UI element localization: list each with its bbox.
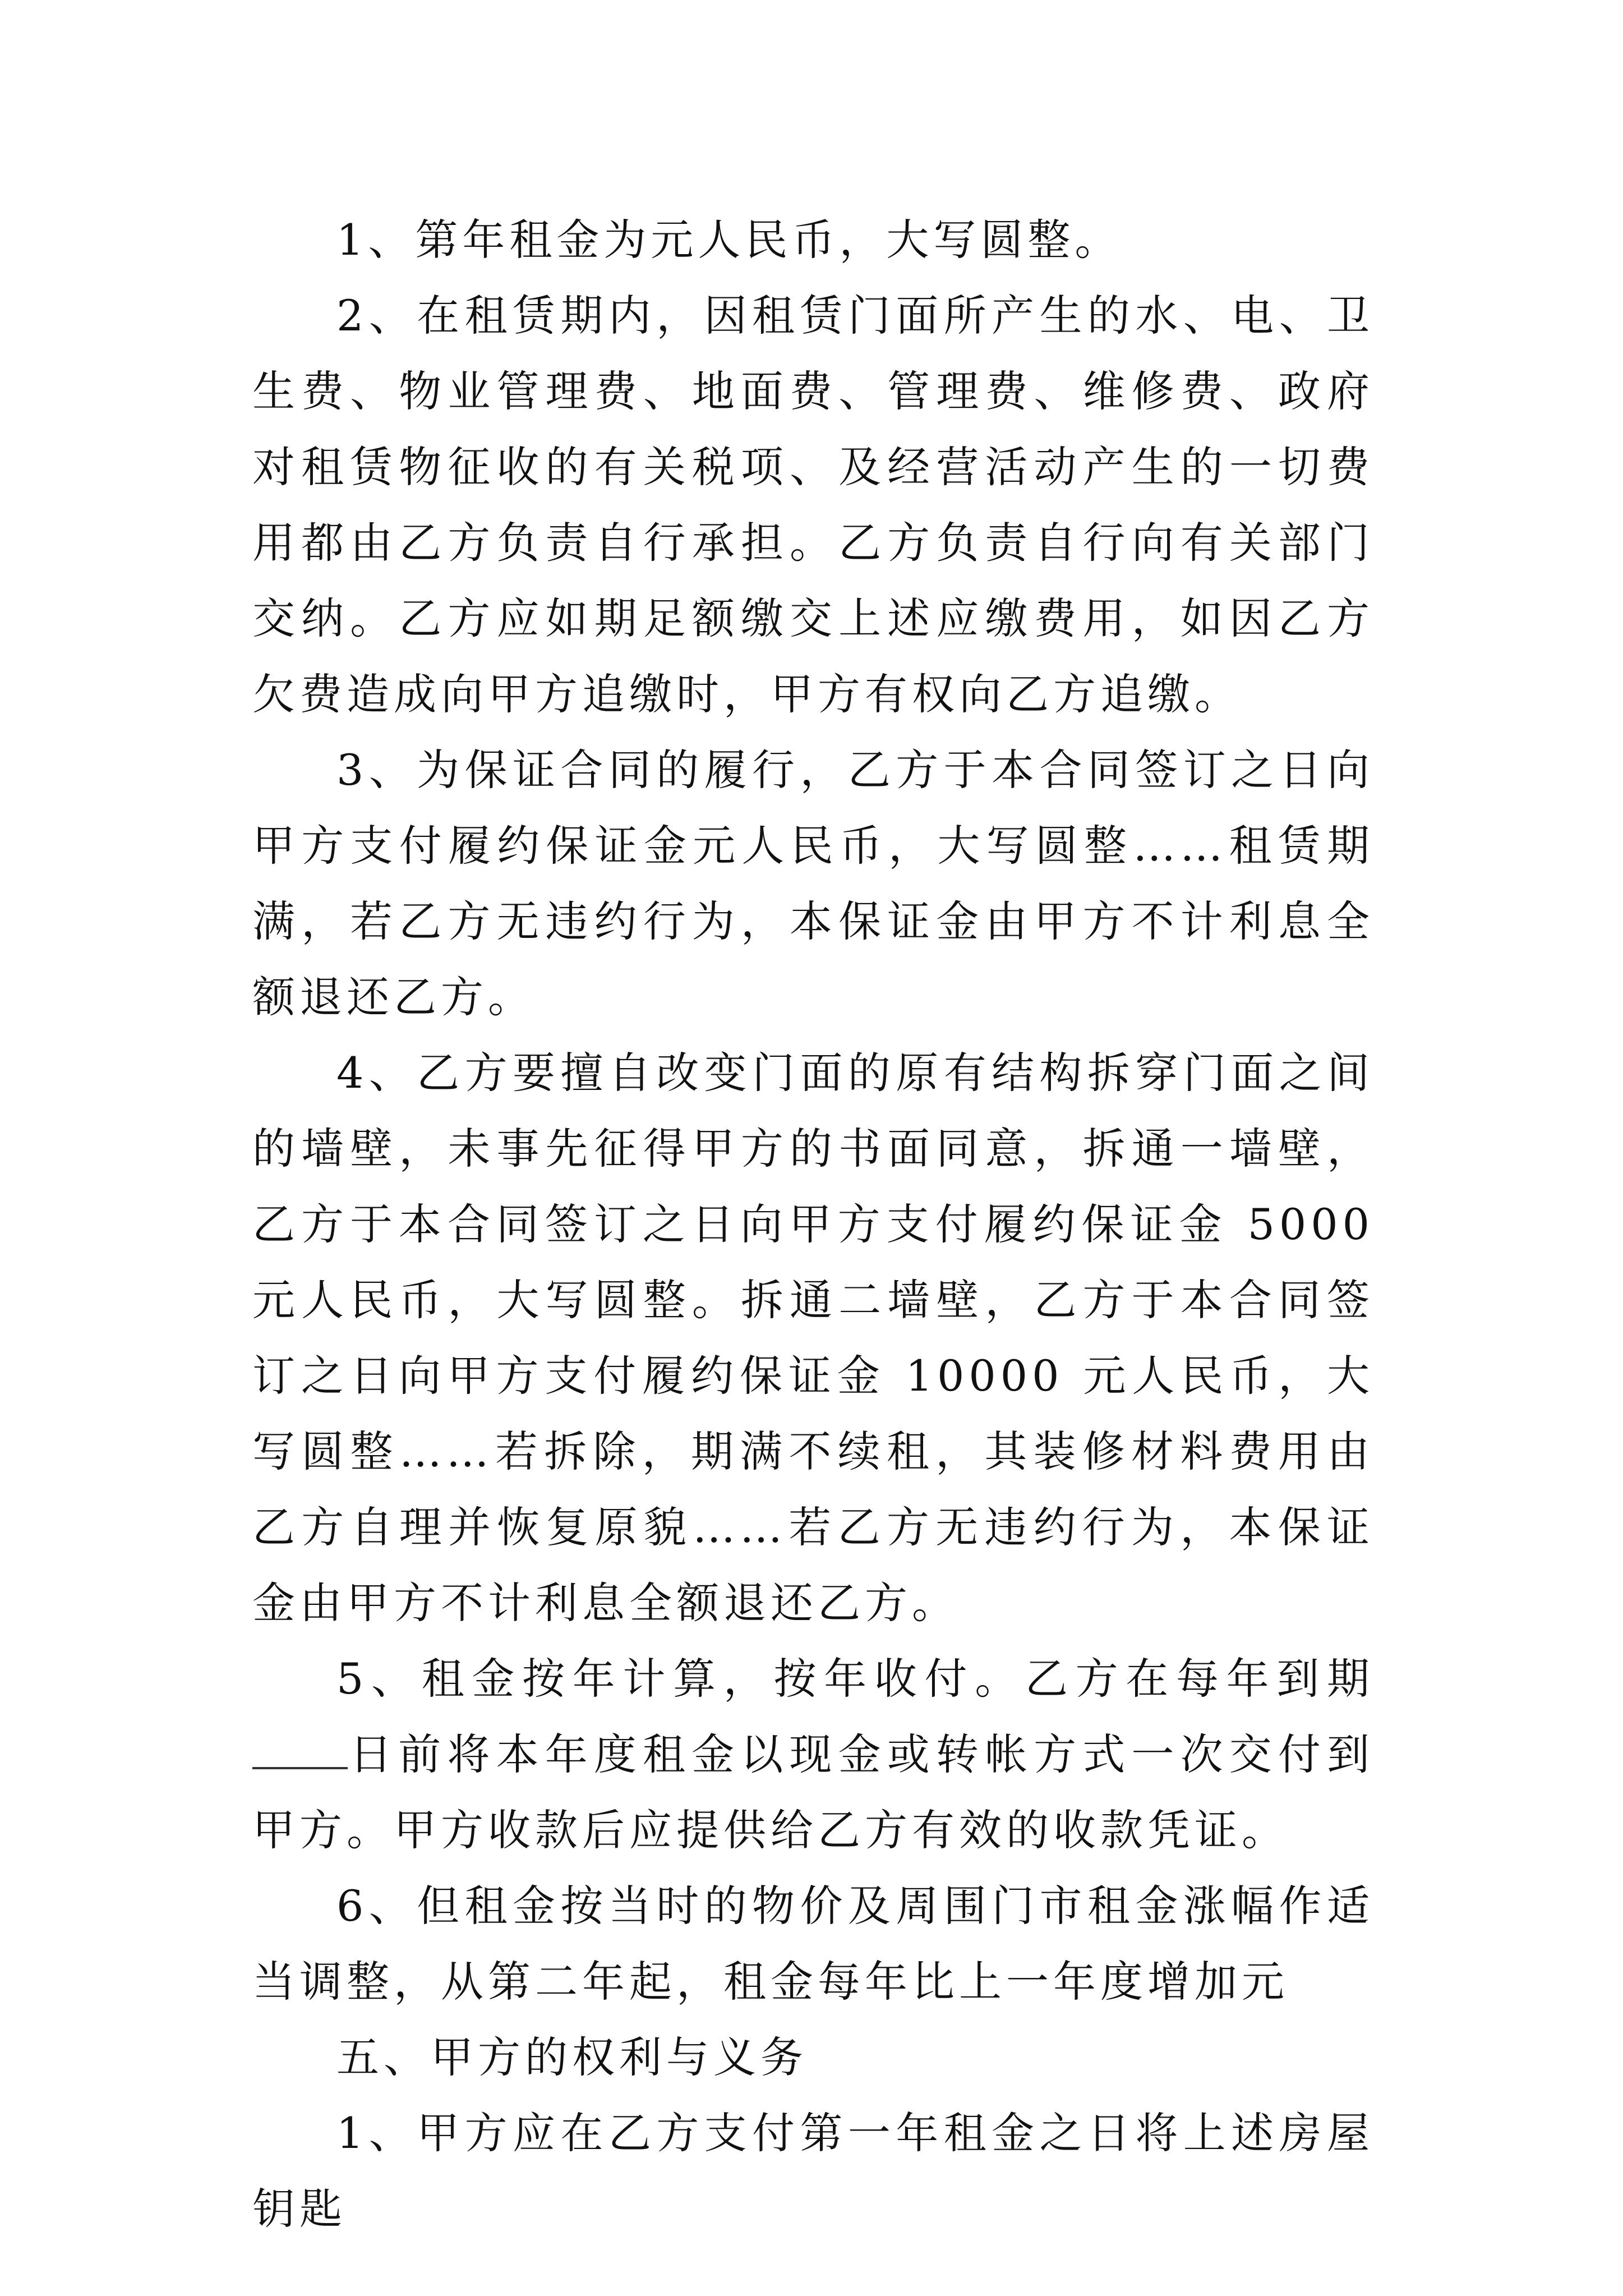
- section-heading-lessor-rights: 五、甲方的权利与义务: [336, 2032, 808, 2082]
- paragraph-fees: 2、在租赁期内，因租赁门面所产生的水、电、卫生费、物业管理费、地面费、管理费、维修费、政府对租赁物征收的有关税项、及经营活动产生的一切费用都由乙方负责自行承担。乙方负责自行向有关部门交纳。乙方应如期足额缴交上述应缴费用，如因乙方欠费造成向甲方追缴时，甲方有权向乙方追缴。: [252, 291, 1374, 719]
- paragraph-payment-schedule: [252, 1641, 1374, 1868]
- blank-line: [252, 1733, 348, 1769]
- paragraph-deposit: 3、为保证合同的履行，乙方于本合同签订之日向甲方支付履约保证金元人民币，大写圆整……租赁期满，若乙方无违约行为，本保证金由甲方不计利息全额退还乙方。: [252, 745, 1374, 1022]
- payment-text-before: 5、租金按年计算，按年收付。乙方在每年到期: [336, 1654, 1374, 1704]
- document-body: [252, 202, 1374, 2247]
- paragraph-rent-amount: 1、第年租金为元人民币，大写圆整。: [336, 215, 1122, 265]
- paragraph-wall-alteration: 4、乙方要擅自改变门面的原有结构拆穿门面之间的墙壁，未事先征得甲方的书面同意，拆通一墙壁，乙方于本合同签订之日向甲方支付履约保证金 5000 元人民币，大写圆整。拆通二墙壁，乙方于本合同签订之日向甲方支付履约保证金 10000 元人民币，大写圆整……若拆除，期满不续租，其装修材料费用由乙方自理并恢复原貌……若乙方无违约行为，本保证金由甲方不计利息全额退还乙方。: [252, 1048, 1374, 1628]
- paragraph-key-handover: 1、甲方应在乙方支付第一年租金之日将上述房屋钥匙: [252, 2108, 1374, 2234]
- payment-text-after: 日前将本年度租金以现金或转帐方式一次交付到甲方。甲方收款后应提供给乙方有效的收款凭证。: [252, 1729, 1374, 1855]
- paragraph-rent-adjustment: 6、但租金按当时的物价及周围门市租金涨幅作适当调整，从第二年起，租金每年比上一年度增加元: [252, 1881, 1374, 2007]
